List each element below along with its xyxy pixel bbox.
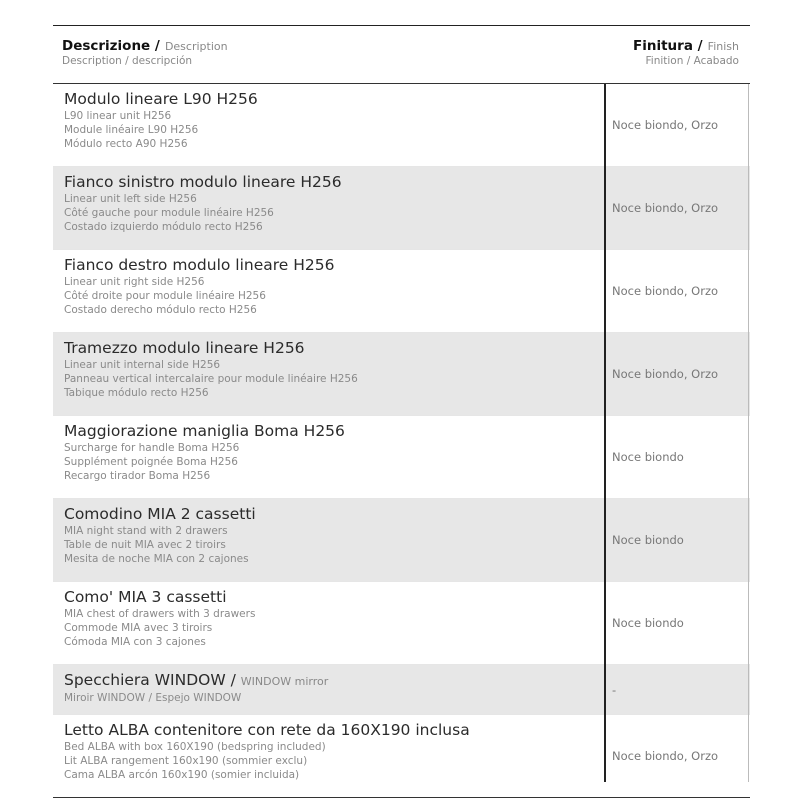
row-title-sub: WINDOW mirror (240, 675, 329, 688)
row-line-fr: Côté droite pour module linéaire H256 (64, 290, 266, 302)
row-line-en: L90 linear unit H256 (64, 110, 172, 122)
table-row (53, 84, 750, 167)
column-divider (604, 84, 606, 782)
table-header (53, 26, 750, 84)
row-line-es: Costado izquierdo módulo recto H256 (64, 221, 263, 233)
row-line-fr: Côté gauche pour module linéaire H256 (64, 207, 274, 219)
row-finish: Noce biondo (612, 450, 684, 464)
row-title: Letto ALBA contenitore con rete da 160X190 inclusa (64, 721, 470, 739)
table-row (53, 715, 750, 798)
row-title: Como' MIA 3 cassetti (64, 588, 227, 606)
right-border (748, 84, 749, 782)
row-finish: Noce biondo, Orzo (612, 118, 719, 132)
row-line-es: Mesita de noche MIA con 2 cajones (64, 553, 249, 565)
row-line-es: Cómoda MIA con 3 cajones (64, 636, 206, 648)
row-line-en: Linear unit left side H256 (64, 193, 197, 205)
row-line-en: MIA chest of drawers with 3 drawers (64, 608, 256, 620)
header-desc-light: Description (164, 40, 228, 53)
price-table (53, 25, 750, 798)
row-finish: Noce biondo (612, 533, 684, 547)
row-line-es: Cama ALBA arcón 160x190 (somier incluida) (64, 769, 300, 781)
table-row (53, 250, 750, 333)
row-title: Fianco sinistro modulo lineare H256 (64, 173, 342, 191)
row-line-es: Recargo tirador Boma H256 (64, 470, 211, 482)
row-description (53, 499, 604, 581)
row-title (64, 671, 604, 691)
row-title: Maggiorazione maniglia Boma H256 (64, 422, 345, 440)
row-finish: Noce biondo, Orzo (612, 749, 719, 763)
row-line-fr: Table de nuit MIA avec 2 tiroirs (64, 539, 226, 551)
header-finish (609, 26, 750, 83)
table-row (53, 416, 750, 499)
table-row (53, 333, 750, 416)
row-finish: Noce biondo (612, 616, 684, 630)
table-row (53, 499, 750, 582)
row-line-es: Costado derecho módulo recto H256 (64, 304, 257, 316)
row-description (53, 333, 604, 415)
header-fin-bold: Finitura / (633, 38, 703, 54)
row-description (53, 582, 604, 664)
header-desc-sub: Description / descripción (62, 55, 193, 67)
row-line-fr: Supplément poignée Boma H256 (64, 456, 238, 468)
row-line-en: Linear unit right side H256 (64, 276, 205, 288)
row-line-fr: Lit ALBA rangement 160x190 (sommier exclu) (64, 755, 308, 767)
header-fin-sub: Finition / Acabado (645, 55, 739, 67)
row-description (53, 416, 604, 498)
row-description (53, 250, 604, 332)
row-description (53, 715, 604, 797)
row-finish: Noce biondo, Orzo (612, 284, 719, 298)
row-line-fr: Module linéaire L90 H256 (64, 124, 199, 136)
row-line-en: Bed ALBA with box 160X190 (bedspring included) (64, 741, 326, 753)
row-title: Fianco destro modulo lineare H256 (64, 256, 335, 274)
row-line-fr: Panneau vertical intercalaire pour module linéaire H256 (64, 373, 358, 385)
row-finish: Noce biondo, Orzo (612, 201, 719, 215)
row-line-es: Tabique módulo recto H256 (64, 387, 209, 399)
row-line-en: Surcharge for handle Boma H256 (64, 442, 240, 454)
header-description (53, 26, 609, 83)
row-line-en: MIA night stand with 2 drawers (64, 525, 228, 537)
row-title: Tramezzo modulo lineare H256 (64, 339, 305, 357)
row-line-es: Módulo recto A90 H256 (64, 138, 188, 150)
row-description (53, 167, 604, 249)
row-description (53, 84, 604, 166)
row-title: Comodino MIA 2 cassetti (64, 505, 256, 523)
table-row (53, 665, 750, 715)
row-finish: - (612, 682, 617, 697)
row-title-main: Specchiera WINDOW / (64, 671, 236, 689)
header-desc-bold: Descrizione / (62, 38, 160, 54)
row-line-fr: Commode MIA avec 3 tiroirs (64, 622, 213, 634)
row-finish: Noce biondo, Orzo (612, 367, 719, 381)
table-row (53, 582, 750, 665)
row-line: Miroir WINDOW / Espejo WINDOW (64, 692, 242, 704)
row-title: Modulo lineare L90 H256 (64, 90, 258, 108)
row-line-en: Linear unit internal side H256 (64, 359, 221, 371)
row-description (53, 665, 604, 714)
table-row (53, 167, 750, 250)
header-fin-light: Finish (707, 40, 739, 53)
